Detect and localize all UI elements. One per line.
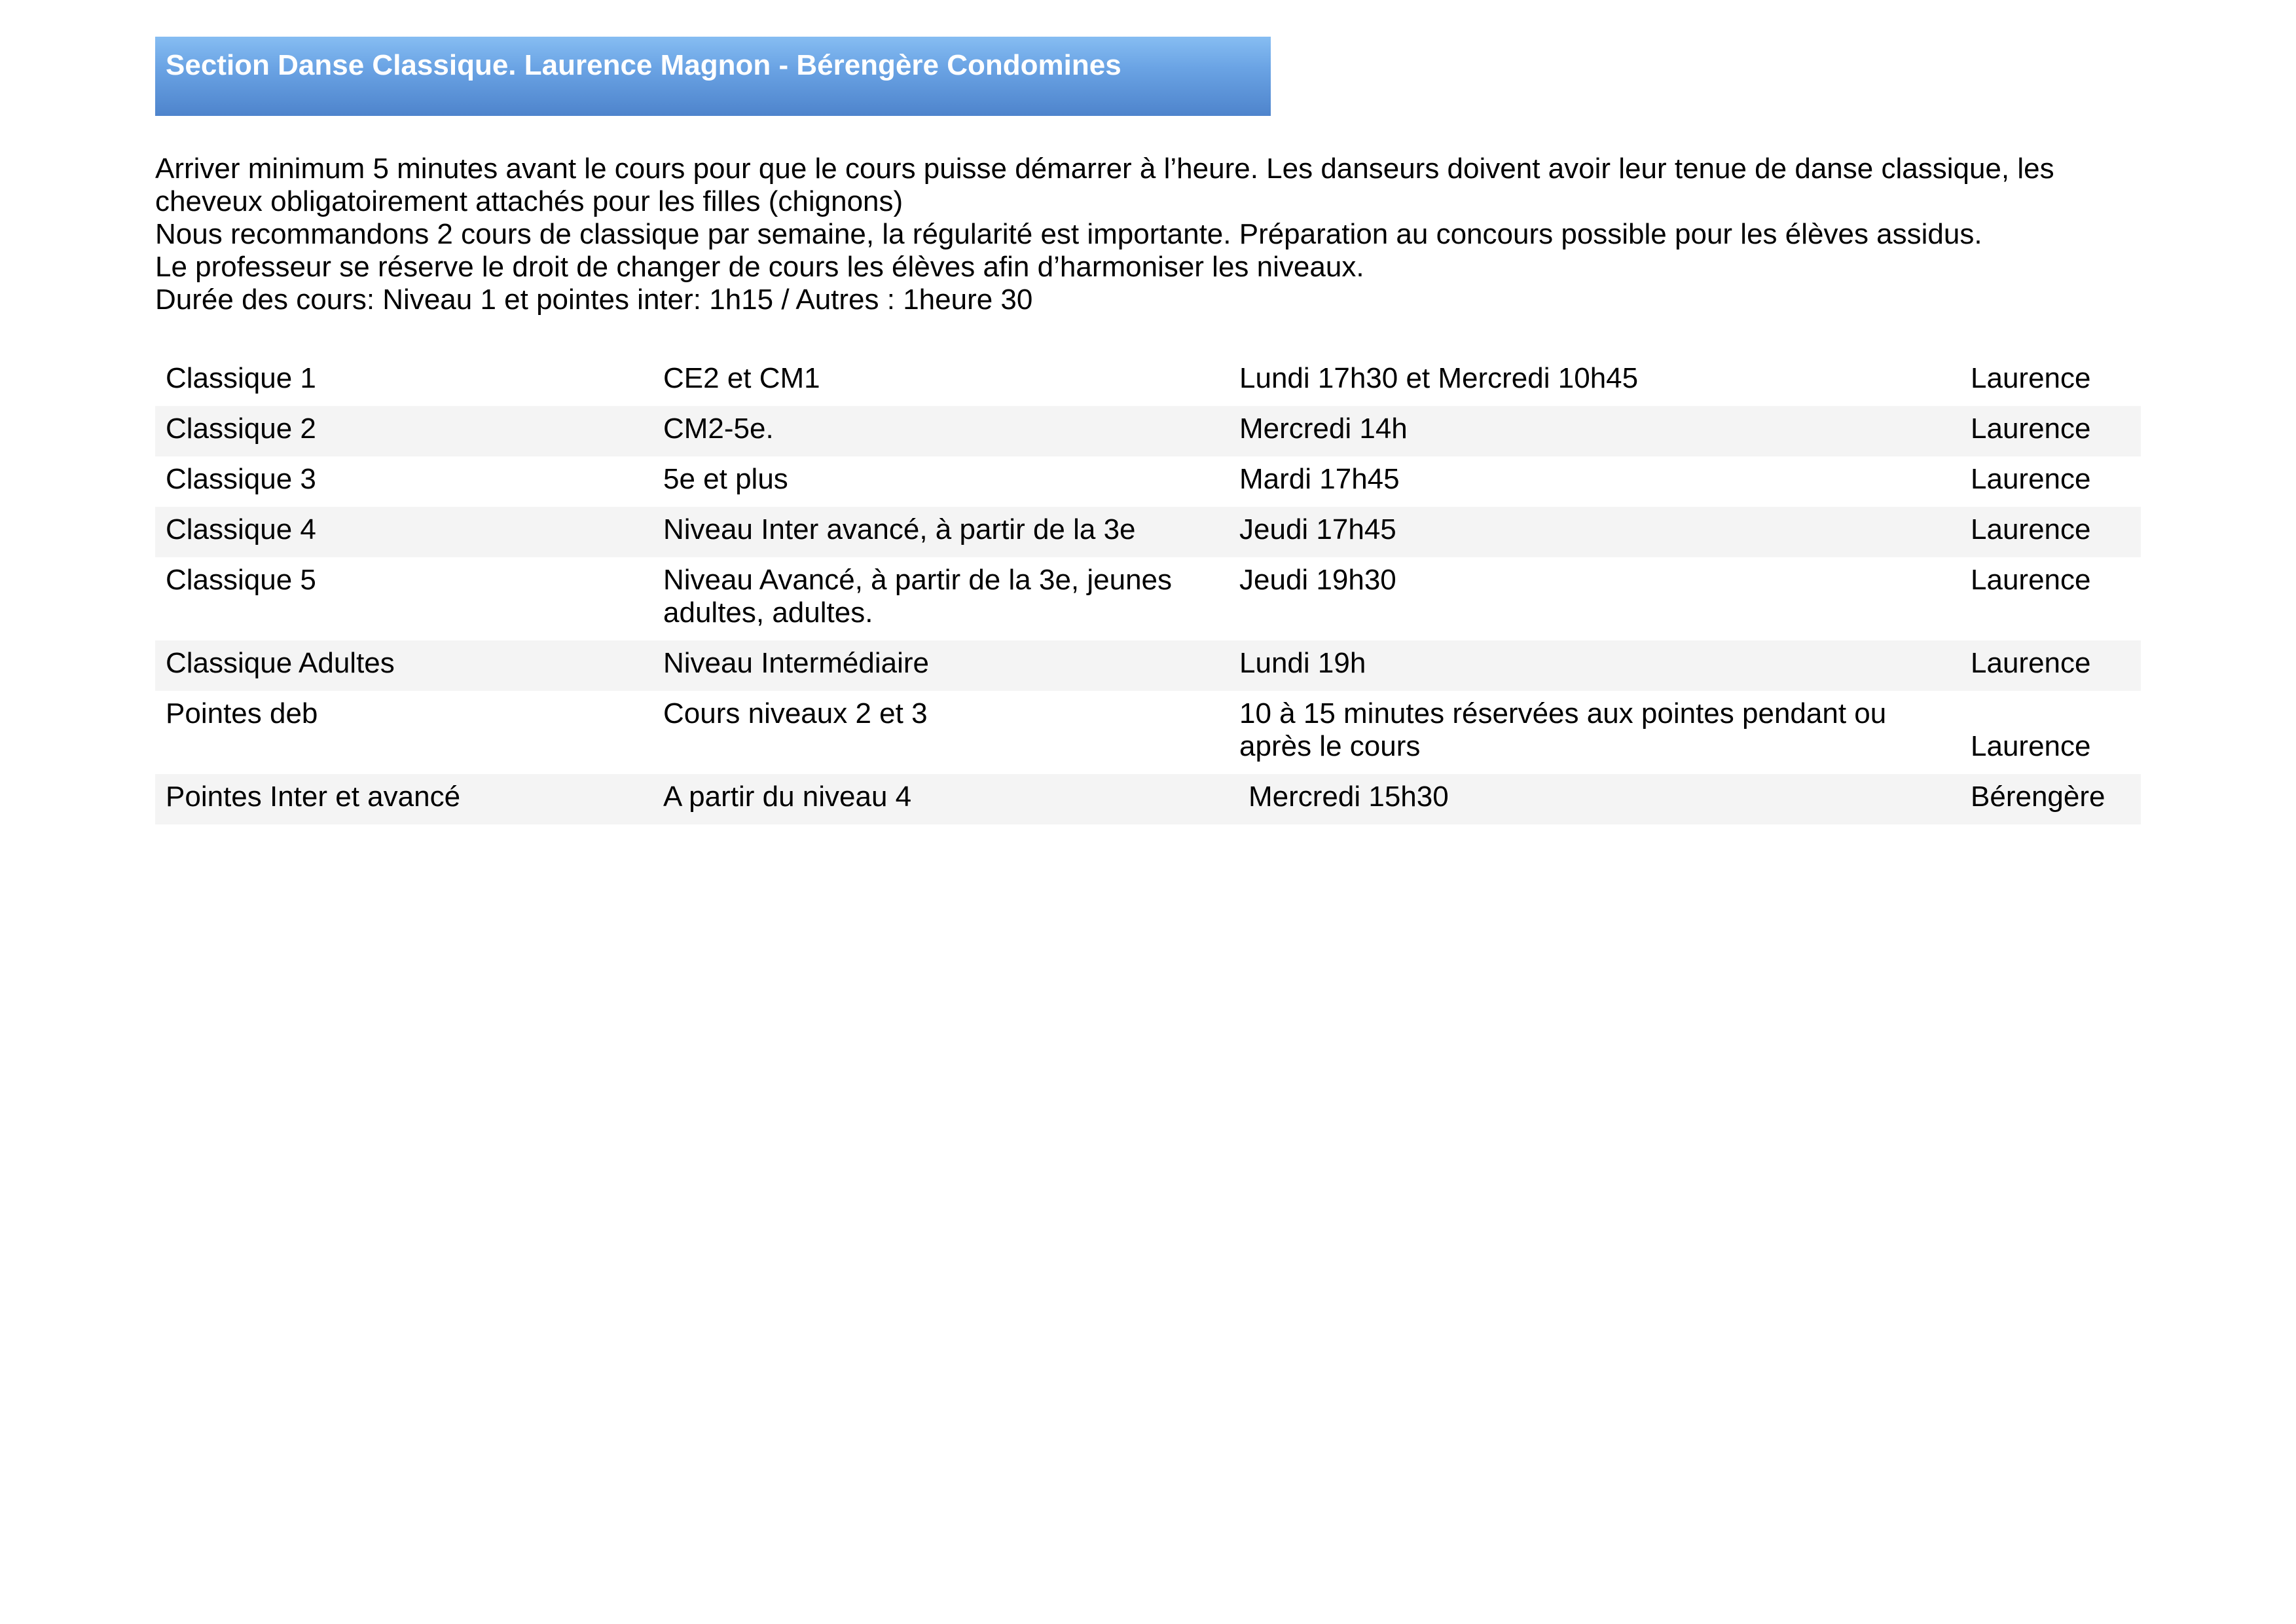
- intro-line-teacher-rights: Le professeur se réserve le droit de changer de cours les élèves afin d’harmoniser les niveaux.: [155, 251, 1364, 283]
- table-row: [155, 691, 2141, 774]
- course-level: 5e et plus: [663, 463, 788, 495]
- course-teacher: Bérengère: [1960, 774, 2141, 824]
- table-row: [155, 406, 2141, 456]
- course-time: Lundi 17h30 et Mercredi 10h45: [1239, 362, 1639, 394]
- table-row: [155, 456, 2141, 507]
- course-teacher: Laurence: [1971, 463, 2091, 495]
- course-time: 10 à 15 minutes réservées aux pointes pendant ou après le cours: [1239, 697, 1887, 762]
- course-level: Niveau Intermédiaire: [653, 640, 1229, 691]
- table-row: [155, 640, 2141, 691]
- course-time: Mardi 17h45: [1239, 463, 1400, 495]
- table-row: [155, 557, 2141, 640]
- course-name: Classique 1: [166, 362, 316, 394]
- course-level: CM2-5e.: [653, 406, 1229, 456]
- course-time: Jeudi 17h45: [1229, 507, 1960, 557]
- course-name: Classique 2: [155, 406, 653, 456]
- document-page: [155, 37, 2141, 824]
- course-teacher: Laurence: [1971, 730, 2091, 762]
- table-row: [155, 507, 2141, 557]
- course-level: A partir du niveau 4: [653, 774, 1229, 824]
- course-time: Mercredi 15h30: [1229, 774, 1960, 824]
- course-teacher: Laurence: [1960, 640, 2141, 691]
- course-name: Classique 4: [155, 507, 653, 557]
- schedule-table: [155, 356, 2141, 824]
- course-level: Niveau Avancé, à partir de la 3e, jeunes adultes, adultes.: [663, 564, 1173, 629]
- intro-line-duration: Durée des cours: Niveau 1 et pointes inter: 1h15 / Autres : 1heure 30: [155, 284, 1033, 316]
- section-title: Section Danse Classique. Laurence Magnon - Bérengère Condomines: [155, 37, 1271, 116]
- course-teacher: Laurence: [1960, 507, 2141, 557]
- course-teacher: Laurence: [1971, 564, 2091, 596]
- intro-line-arrival: Arriver minimum 5 minutes avant le cours pour que le cours puisse démarrer à l’heure. Les danseurs doivent avoir leur tenue de danse classique, les cheveux obligatoirement attachés pour les filles (chignons): [155, 153, 2054, 217]
- course-name: Classique Adultes: [155, 640, 653, 691]
- course-time: Mercredi 14h: [1229, 406, 1960, 456]
- course-level: CE2 et CM1: [663, 362, 820, 394]
- course-level: Cours niveaux 2 et 3: [663, 697, 928, 729]
- course-time: Jeudi 19h30: [1239, 564, 1396, 596]
- intro-line-recommendation: Nous recommandons 2 cours de classique par semaine, la régularité est importante. Préparation au concours possible pour les élèves assidus.: [155, 218, 1982, 250]
- course-teacher: Laurence: [1971, 362, 2091, 394]
- course-name: Classique 3: [166, 463, 316, 495]
- course-teacher: Laurence: [1960, 406, 2141, 456]
- course-name: Pointes Inter et avancé: [155, 774, 653, 824]
- course-name: Classique 5: [166, 564, 316, 596]
- course-time: Lundi 19h: [1229, 640, 1960, 691]
- course-level: Niveau Inter avancé, à partir de la 3e: [653, 507, 1229, 557]
- course-name: Pointes deb: [166, 697, 318, 729]
- table-row: [155, 356, 2141, 406]
- table-row: [155, 774, 2141, 824]
- intro-text: [155, 153, 2145, 316]
